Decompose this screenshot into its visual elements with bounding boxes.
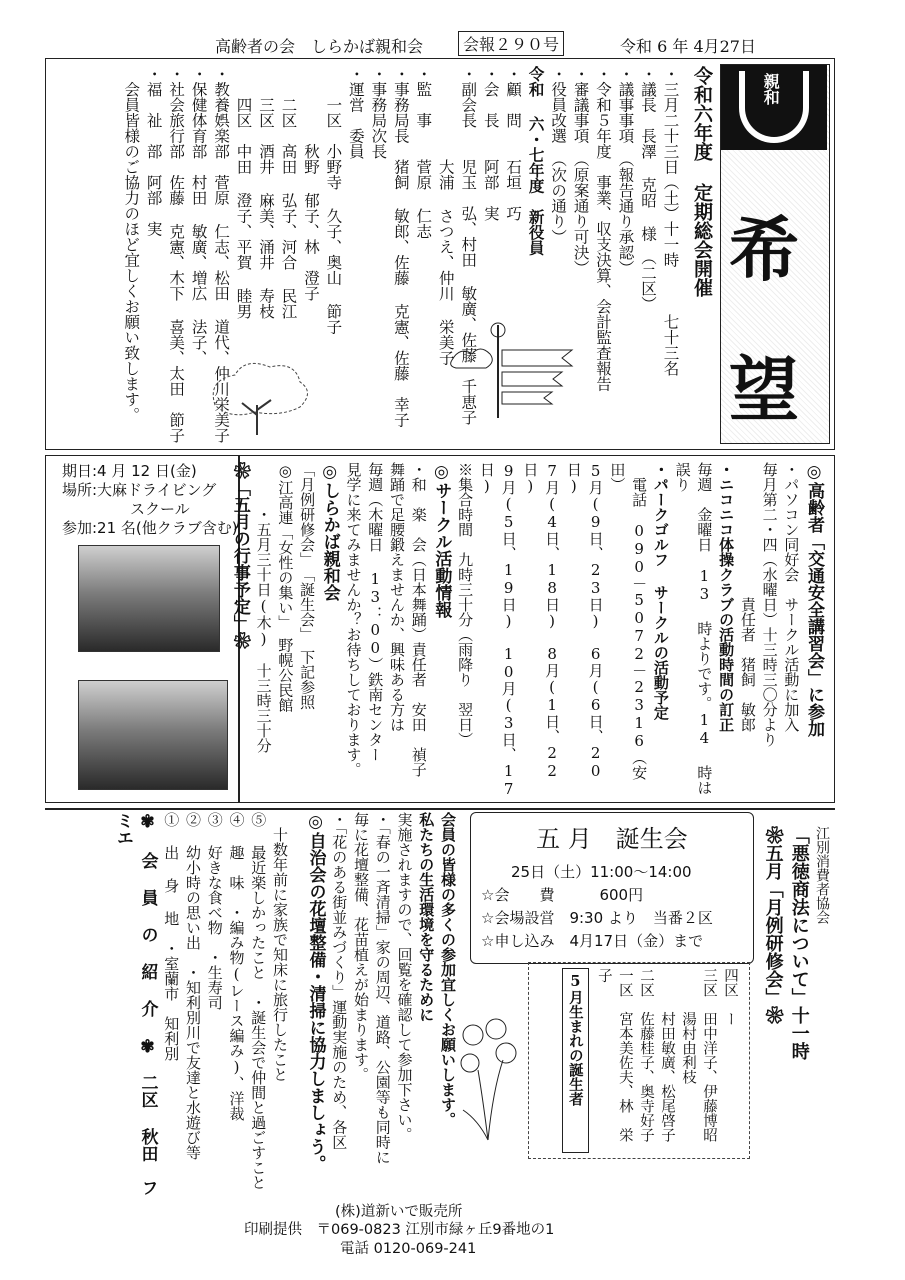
footer-address: 印刷提供 〒069-0823 江別市緑ヶ丘9番地の1 xyxy=(244,1222,555,1238)
carp-streamer-illustration xyxy=(450,320,600,420)
member-item: ① 出 身 地 ・室蘭市 知利別 xyxy=(162,812,181,1061)
agm-line: ・議事事項 （報告通り承認） xyxy=(616,66,635,276)
golf-club: ※集合時間 九時三十分（雨降り 翌日） xyxy=(456,462,475,747)
wa-circle: 舞踊で足腰鍛えませんか、興味ある方は xyxy=(387,462,406,732)
golf-club: 電話 090－5072－2316（安田） xyxy=(608,462,649,780)
golf-club: 9月(5日、19日) 10月(3日、17日) xyxy=(477,462,518,798)
agm-line: ・顧 問 石垣 巧 xyxy=(504,66,523,221)
logo-emblem xyxy=(721,65,827,150)
agm-line: ・役員改選 （次の通り） xyxy=(549,66,568,245)
cleanup-line: 会員の皆様の多くの参加宜しくお願いします。 xyxy=(439,812,457,1127)
footer-company: (株)道新いで販売所 xyxy=(335,1204,463,1220)
agm-line: 秋野 郁子、林 澄子 xyxy=(301,66,320,301)
cleanup-line: 毎に花壇整備、花苗植えが始まります。 xyxy=(352,812,370,1082)
seminar-org: 江別消費者協会 xyxy=(814,826,830,924)
member-intro xyxy=(60,812,290,1204)
issue-number: 会報２９０号 xyxy=(458,31,564,56)
birthday-row: 湯村由利枝 xyxy=(679,968,696,1084)
member-item: ⑤ 最近楽しかったこと ・誕生会で仲間と過ごすこと xyxy=(249,812,268,1190)
birthday-party-box xyxy=(470,812,754,964)
koren-event: ・五月三十日(木) 十三時三十分 xyxy=(254,462,273,753)
wa-circle: ・和 楽 会（日本舞踊）責任者 安田 禎子 xyxy=(409,462,428,777)
agm-line: ・社会旅行部 佐藤 克憲、木下 喜美、太田 節子 xyxy=(167,66,186,443)
birthday-list xyxy=(535,968,740,1153)
masthead-title-2: 望 xyxy=(729,348,799,431)
niko-club: 毎週 金曜日 13 時よりです。14 時は誤り xyxy=(673,462,714,795)
birthday-party-time: 25日（土）11:00～14:00 xyxy=(511,863,692,881)
cleanup-title: ◎自治会の花壇整備・清掃に協力しましょう。 xyxy=(305,812,326,1172)
agm-line: 四区 中田 澄子、平賀 睦男 xyxy=(234,66,253,319)
cleanup-line: ・「春の一斉清掃」家の周辺、道路、公園等も同時に xyxy=(373,812,392,1165)
birthday-row: 一区 宮本美佐夫、林 栄子 xyxy=(595,968,633,1142)
class-photo-2 xyxy=(78,680,228,790)
traffic-count: 参加:21 名(他クラブ含む) xyxy=(62,519,238,537)
birthday-party-setup: ☆会場設営 9:30 より 当番２区 xyxy=(481,909,713,927)
birthday-row: 四区 ー xyxy=(722,968,738,1026)
agm-line: 令和 六・七年度 新役員 xyxy=(526,66,546,256)
traffic-place: 場所:大麻ドライビング xyxy=(62,481,217,499)
may-schedule-title: ❀「五月の行事予定」❀ xyxy=(229,462,250,649)
cleanup-article xyxy=(258,812,458,1204)
wa-circle: 毎週（木曜日 13：00）鉄南センター xyxy=(366,462,385,762)
birthday-row: 村田敏廣、松尾啓子 xyxy=(658,968,675,1142)
shinwa-events: ◎しらかば親和会 xyxy=(319,462,340,601)
wa-circle: ◎サークル活動情報 xyxy=(431,462,452,618)
member-item: 十数年前に家族で知床に旅行したこと xyxy=(271,812,289,1082)
pc-club: ・パソコン同好会 サークル活動に加入 xyxy=(782,462,801,732)
seminar-title: ❀五月「月例研修会」❀ xyxy=(762,826,784,1024)
seminar xyxy=(752,826,832,1186)
footer-phone: 電話 0120-069-241 xyxy=(340,1241,477,1257)
seminar-topic: 「悪徳商法について」十一時 xyxy=(788,826,810,1060)
birthday-party-fee: ☆会 費 600円 xyxy=(481,886,644,904)
birthday-list-title: 5月生まれの誕生者 xyxy=(562,968,589,1153)
birthday-row: 二区 佐藤桂子、奥寺好子 xyxy=(637,968,654,1142)
logo-char-top: 親 xyxy=(761,73,781,89)
agm-line: ・保健体育部 村田 敏廣、増広 法子、 xyxy=(189,66,208,366)
logo-char-bottom: 和 xyxy=(761,89,781,105)
bottom-rule xyxy=(45,808,835,810)
golf-club: ・パークゴルフ サークルの活動予定 xyxy=(651,462,670,720)
koren-event: ◎江高連「女性の集い」 野幌公民館 xyxy=(276,462,295,713)
agm-line: 大浦 さつえ、仲川 栄美子 xyxy=(436,66,455,366)
cleanup-line: 私たちの生活環境を守るために xyxy=(417,812,436,1022)
flower-illustration xyxy=(448,1015,528,1145)
agm-line: ・監 事 菅原 仁志 xyxy=(414,66,433,239)
agm-line: ・令和５年度 事業、収支決算、会計監査報告 xyxy=(594,66,613,392)
cleanup-line: ・「花のある街並みづくり」運動実施のため、各区 xyxy=(330,812,349,1150)
cleanup-line: 実施されますので、回覧を確認して参加下さい。 xyxy=(395,812,414,1142)
org-name: 高齢者の会 しらかば親和会 xyxy=(215,37,424,56)
pc-club: 責任者 猪飼 敏郎 xyxy=(738,462,757,732)
traffic-place2: スクール xyxy=(130,500,190,518)
agm-title: 令和六年度 定期総会開催 xyxy=(691,66,713,297)
golf-club: 5月(9日、23日) 6月(6日、20日) xyxy=(564,462,605,780)
agm-line: ・事務局次長 xyxy=(369,66,388,159)
masthead-title-1: 希 xyxy=(729,208,799,291)
agm-line: 会員皆様のご協力のほど宜しくお願い致します。 xyxy=(122,66,141,423)
niko-club: ・ニコニコ体操クラブの活動時間の訂正 xyxy=(717,462,736,732)
agm-line: ・会 長 阿部 実 xyxy=(481,66,500,221)
agm-line: ・福 祉 部 阿部 実 xyxy=(144,66,163,237)
traffic-date: 期日:4 月 12 日(金) xyxy=(62,462,197,480)
birthday-party-title: 五 月 誕生会 xyxy=(536,825,688,853)
member-item: ③ 好きな食べ物 ・生寿司 xyxy=(205,812,224,1010)
wa-circle: 見学に来てみませんか？お待ちしております。 xyxy=(344,462,363,777)
masthead xyxy=(720,64,830,444)
agm-line: ・議長 長澤 克昭 様 （二区） xyxy=(638,66,657,312)
member-item: ④ 趣 味 ・編み物(レース編み)、洋裁 xyxy=(227,812,246,1121)
agm-line: ・事務局長 猪飼 敏郎、佐藤 克憲、佐藤 幸子 xyxy=(391,66,410,428)
agm-line: ・教養娯楽部 菅原 仁志、松田 道代、仲川栄美子 xyxy=(212,66,231,443)
tree-illustration xyxy=(205,360,315,440)
circle-news xyxy=(229,462,826,798)
golf-club: 7月(4日、18日) 8月(1日、22日) xyxy=(521,462,562,780)
agm-article xyxy=(55,66,715,444)
traffic-title: ◎高齢者「交通安全講習会」に参加 xyxy=(804,462,824,737)
member-intro-title: ✾ 会 員 の 紹 介 ✾ 二区 秋田 フミエ xyxy=(112,812,158,1196)
birthday-party-apply: ☆申し込み 4月17日（金）まで xyxy=(481,932,704,950)
traffic-info xyxy=(62,462,238,538)
agm-line: 三区 酒井 麻美、涌井 寿枝 xyxy=(257,66,276,319)
agm-line: ・審議事項 （原案通り可決） xyxy=(571,66,590,276)
class-photo-1 xyxy=(78,545,220,652)
member-item: ② 幼小時の思い出 ・知利別川で友達と水遊び等 xyxy=(184,812,202,1160)
shinwa-events: 「月例研修会」 「誕生会」 下記参照 xyxy=(298,462,317,710)
issue-date: 令和 6 年 4月27日 xyxy=(620,37,756,56)
agm-line: 一区 小野寺 久子、奥山 節子 xyxy=(324,66,343,335)
agm-line: ・運営 委員 xyxy=(346,66,365,159)
agm-line: ・三月二十三日（土）十一時 七十三名 xyxy=(661,66,680,376)
pc-club: 毎月第二・四（水曜日）十三時三〇分より xyxy=(760,462,779,747)
agm-line: 二区 高田 弘子、河合 民江 xyxy=(279,66,298,319)
agm-line: ・副会長 児玉 弘、村田 敏廣、佐藤 千恵子 xyxy=(459,66,478,425)
birthday-row: 三区 田中洋子、伊藤博昭 xyxy=(700,968,717,1142)
